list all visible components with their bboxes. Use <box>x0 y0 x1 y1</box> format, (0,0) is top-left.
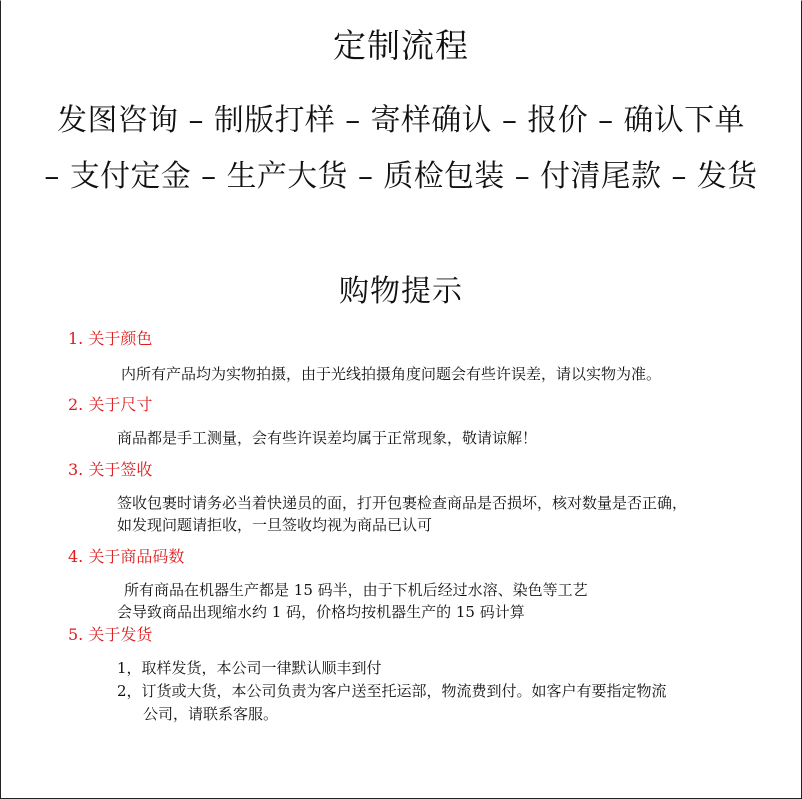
tip-heading-color: 1. 关于颜色 <box>68 329 153 348</box>
tip-heading-shipping: 5. 关于发货 <box>68 625 153 644</box>
tip-text: 所有商品在机器生产都是 15 码半，由于下机后经过水溶、染色等工艺 <box>124 581 588 599</box>
tip-text: 2，订货或大货，本公司负责为客户送至托运部，物流费到付。如客户有要指定物流 <box>117 682 667 700</box>
tip-heading-size: 2. 关于尺寸 <box>68 395 153 414</box>
tip-text: 会导致商品出现缩水约 1 码，价格均按机器生产的 15 码计算 <box>117 603 525 621</box>
tip-text: 1，取样发货，本公司一律默认顺丰到付 <box>117 659 382 677</box>
tip-heading-signing: 3. 关于签收 <box>68 460 153 479</box>
process-flow-line-2: – 支付定金 – 生产大货 – 质检包装 – 付清尾款 – 发货 <box>44 159 758 194</box>
process-title: 定制流程 <box>333 26 469 65</box>
tip-text: 内所有产品均为实物拍摄，由于光线拍摄角度问题会有些许误差，请以实物为准。 <box>121 365 662 383</box>
shopping-tips-title: 购物提示 <box>339 274 463 309</box>
process-flow-line-1: 发图咨询 – 制版打样 – 寄样确认 – 报价 – 确认下单 <box>57 103 745 138</box>
tip-text: 商品都是手工测量，会有些许误差均属于正常现象，敬请谅解！ <box>117 429 538 447</box>
tip-text: 如发现问题请拒收，一旦签收均视为商品已认可 <box>117 516 433 534</box>
tip-text: 公司，请联系客服。 <box>143 705 279 723</box>
tip-text: 签收包裹时请务必当着快递员的面，打开包裹检查商品是否损坏，核对数量是否正确， <box>117 494 688 512</box>
tip-heading-sizing-code: 4. 关于商品码数 <box>68 547 185 566</box>
